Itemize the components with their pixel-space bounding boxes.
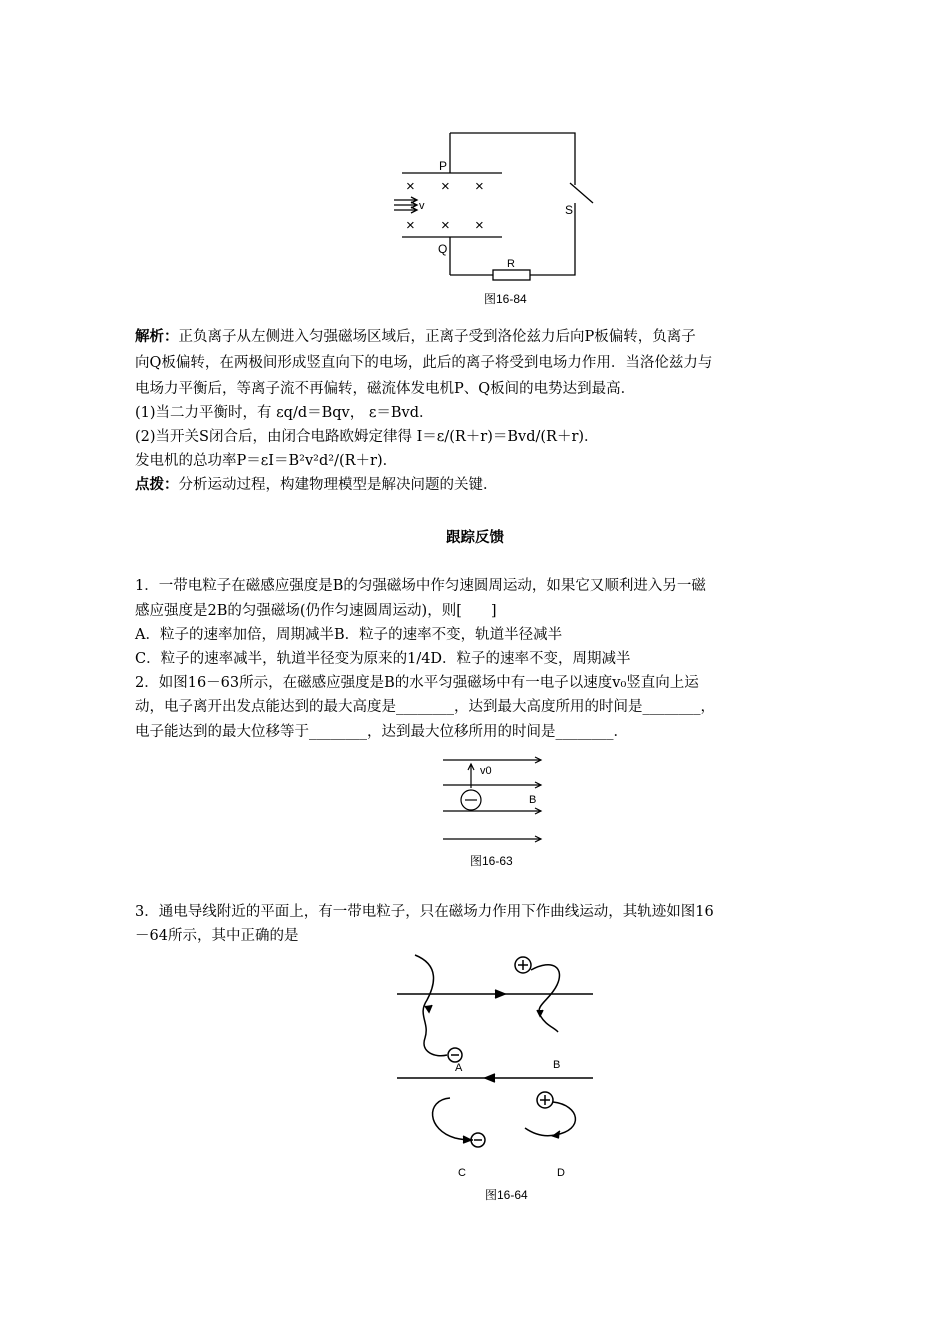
velocity-label: v0 bbox=[480, 765, 492, 777]
analysis-line-5: (2)当开关S闭合后，由闭合电路欧姆定律得 I＝ε/(R＋r)＝Bvd/(R＋r)． bbox=[135, 429, 599, 445]
plate-p-label: P bbox=[439, 159, 448, 173]
q1-line-1: 1．一带电粒子在磁感应强度是B的匀强磁场中作匀速圆周运动，如果它又顺利进入另一磁 bbox=[135, 578, 706, 594]
option-d-label: D bbox=[557, 1167, 565, 1179]
q1-options-cd: C．粒子的速率减半，轨道半径变为原来的1/4D．粒子的速率不变，周期减半 bbox=[135, 651, 631, 667]
resistor-label: R bbox=[507, 258, 515, 270]
tip-label: 点拨： bbox=[135, 476, 179, 493]
cross-mark: × bbox=[406, 178, 415, 195]
figure-16-64 bbox=[385, 950, 605, 1208]
analysis-line-6: 发电机的总功率P＝εI＝B²v²d²/(R＋r)． bbox=[135, 453, 398, 469]
analysis-line-1: 解析：正负离子从左侧进入匀强磁场区域后，正离子受到洛伦兹力后向P板偏转，负离子 bbox=[135, 328, 696, 345]
analysis-line-3: 电场力平衡后，等离子流不再偏转，磁流体发电机P、Q板间的电势达到最高． bbox=[135, 381, 636, 397]
q3-line-1: 3．通电导线附近的平面上，有一带电粒子，只在磁场力作用下作曲线运动，其轨迹如图16 bbox=[135, 904, 714, 920]
cross-mark: × bbox=[441, 178, 450, 195]
q1-options-ab: A．粒子的速率加倍，周期减半B．粒子的速率不变，轨道半径减半 bbox=[135, 627, 563, 643]
figure-caption: 图16-64 bbox=[485, 1188, 528, 1202]
option-c-label: C bbox=[458, 1167, 466, 1179]
analysis-line-2: 向Q板偏转，在两极间形成竖直向下的电场，此后的离子将受到电场力作用．当洛伦兹力与 bbox=[135, 355, 713, 371]
figure-16-63 bbox=[435, 752, 550, 872]
q2-line-1: 2．如图16－63所示，在磁感应强度是B的水平匀强磁场中有一电子以速度v₀竖直向上运 bbox=[135, 675, 699, 691]
q3-line-2: －64所示，其中正确的是 bbox=[135, 928, 299, 944]
velocity-label: v bbox=[419, 200, 425, 212]
q2-line-2: 动，电子离开出发点能达到的最大高度是________，达到最大高度所用的时间是________， bbox=[135, 699, 715, 715]
plate-q-label: Q bbox=[438, 242, 448, 256]
cross-mark: × bbox=[406, 217, 415, 234]
tip-line: 点拨：分析运动过程，构建物理模型是解决问题的关键． bbox=[135, 476, 498, 493]
figure-caption: 图16-63 bbox=[470, 854, 513, 868]
cross-mark: × bbox=[475, 178, 484, 195]
q1-line-2: 感应强度是2B的匀强磁场(仍作匀速圆周运动)，则[ ] bbox=[135, 603, 497, 619]
switch-label: S bbox=[565, 203, 574, 217]
option-a-label: A bbox=[455, 1062, 463, 1074]
cross-mark: × bbox=[441, 217, 450, 234]
analysis-line-4: (1)当二力平衡时，有 εq/d＝Bqv， ε＝Bvd． bbox=[135, 405, 434, 421]
figure-caption: 图16-84 bbox=[484, 292, 527, 306]
q2-line-3: 电子能达到的最大位移等于________，达到最大位移所用的时间是________． bbox=[135, 724, 628, 740]
option-b-label: B bbox=[553, 1059, 561, 1071]
analysis-label: 解析： bbox=[135, 328, 179, 345]
section-title: 跟踪反馈 bbox=[446, 529, 504, 546]
figure-16-84 bbox=[380, 125, 610, 310]
field-b-label: B bbox=[529, 794, 537, 806]
cross-mark: × bbox=[475, 217, 484, 234]
